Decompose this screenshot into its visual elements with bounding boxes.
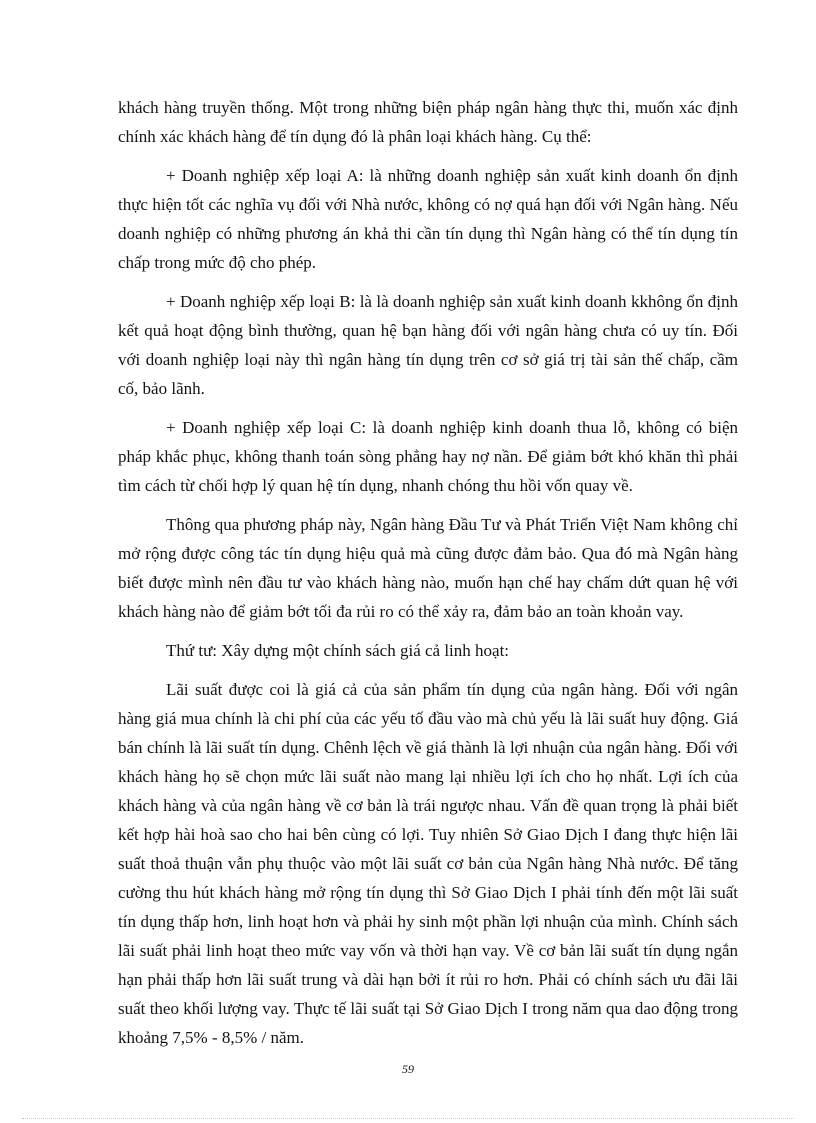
section-heading-fourth: Thứ tư: Xây dựng một chính sách giá cả linh hoạt: [166,641,510,660]
paragraph-type-a: + Doanh nghiệp xếp loại A: là những doanh nghiệp sản xuất kinh doanh ổn định thực hiện tốt các nghĩa vụ đối với Nhà nước, không có nợ quá hạn đối với Ngân hàng. Nếu doanh nghiệp có những phương án khả thi cần tín dụng thì Ngân hàng có thể tín dụng tín chấp trong mức độ cho phép. [118,166,738,272]
paragraph-type-c: + Doanh nghiệp xếp loại C: là doanh nghiệp kinh doanh thua lỗ, không có biện pháp khắc phục, không thanh toán sòng phẳng hay nợ nần. Để giảm bớt khó khăn thì phải tìm cách từ chối hợp lý quan hệ tín dụng, nhanh chóng thu hồi vốn quay về. [118,418,738,495]
paragraph-interest-rate: Lãi suất được coi là giá cả của sản phẩm tín dụng của ngân hàng. Đối với ngân hàng giá mua chính là chi phí của các yếu tố đầu vào mà chủ yếu là lãi suất huy động. Giá bán chính là lãi suất tín dụng. Chênh lệch về giá thành là lợi nhuận của ngân hàng. Đối với khách hàng họ sẽ chọn mức lãi suất nào mang lại nhiều lợi ích cho họ nhất. Lợi ích của khách hàng và của ngân hàng về cơ bản là trái ngược nhau. Vấn đề quan trọng là phải biết kết hợp hài hoà sao cho hai bên cùng có lợi. Tuy nhiên Sở Giao Dịch I đang thực hiện lãi suất thoả thuận vẫn phụ thuộc vào một lãi suất cơ bản của Ngân hàng Nhà nước. Để tăng cường thu hút khách hàng mở rộng tín dụng thì Sở Giao Dịch I phải tính đến một lãi suất tín dụng thấp hơn, linh hoạt hơn và phải hy sinh một phần lợi nhuận của mình. Chính sách lãi suất phải linh hoạt theo mức vay vốn và thời hạn vay. Về cơ bản lãi suất tín dụng ngắn hạn phải thấp hơn lãi suất trung và dài hạn bởi ít rủi ro hơn. Phải có chính sách ưu đãi lãi suất theo khối lượng vay. Thực tế lãi suất tại Sở Giao Dịch I trong năm qua dao động trong khoảng 7,5% - 8,5% / năm. [118,680,738,1047]
document-body [118,93,738,1062]
paragraph-continuation: khách hàng truyền thống. Một trong những biện pháp ngân hàng thực thi, muốn xác định chính xác khách hàng để tín dụng đó là phân loại khách hàng. Cụ thể: [118,98,738,146]
page-number: 59 [402,1062,414,1076]
paragraph-type-b: + Doanh nghiệp xếp loại B: là là doanh nghiệp sản xuất kinh doanh kkhông ổn định kết quả hoạt động bình thường, quan hệ bạn hàng đối với ngân hàng chưa có uy tín. Đối với doanh nghiệp loại này thì ngân hàng tín dụng trên cơ sở giá trị tài sản thế chấp, cầm cố, bảo lãnh. [118,292,738,398]
paragraph-method-summary: Thông qua phương pháp này, Ngân hàng Đầu Tư và Phát Triển Việt Nam không chỉ mở rộng được công tác tín dụng hiệu quả mà cũng được đảm bảo. Qua đó mà Ngân hàng biết được mình nên đầu tư vào khách hàng nào, muốn hạn chế hay chấm dứt quan hệ với khách hàng nào để giảm bớt tối đa rủi ro có thể xảy ra, đảm bảo an toàn khoản vay. [118,515,738,621]
bottom-dotted-rule [22,1118,794,1119]
